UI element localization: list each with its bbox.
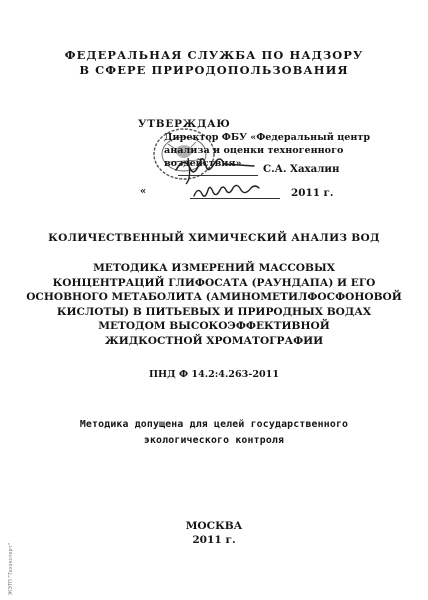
document-code: ПНД Ф 14.2:4.263-2011 xyxy=(148,369,280,380)
handwritten-date-icon xyxy=(188,180,283,204)
watermark-text: ЖЭТП "Техэксперт" xyxy=(8,543,14,595)
agency-name xyxy=(0,48,428,78)
watermark xyxy=(6,540,14,598)
publication-year: 2011 г. xyxy=(192,534,236,546)
method-title-line-5: МЕТОДОМ ВЫСОКОЭФФЕКТИВНОЙ xyxy=(98,320,330,332)
method-title-line-6: ЖИДКОСТНОЙ ХРОМАТОГРАФИИ xyxy=(104,334,324,347)
signature-line xyxy=(178,175,258,176)
admission-note xyxy=(0,417,428,449)
document-heading: КОЛИЧЕСТВЕННЫЙ ХИМИЧЕСКИЙ АНАЛИЗ ВОД xyxy=(48,232,380,244)
date-open-quote: « xyxy=(140,186,147,197)
signer-name: С.А. Хахалин xyxy=(263,163,340,175)
admission-line-2: экологического контроля xyxy=(143,435,285,446)
approval-position-line-2: анализа и оценки техногенного xyxy=(164,145,344,156)
approval-year: 2011 г. xyxy=(291,187,334,199)
publication-place xyxy=(0,519,428,547)
method-title-line-2: КОНЦЕНТРАЦИЙ ГЛИФОСАТА (РАУНДАПА) И ЕГО xyxy=(52,276,376,289)
method-title-line-3: ОСНОВНОГО МЕТАБОЛИТА (АМИНОМЕТИЛФОСФОНОВОЙ xyxy=(26,291,402,303)
agency-line-2: В СФЕРЕ ПРИРОДОПОЛЬЗОВАНИЯ xyxy=(79,63,349,77)
admission-line-1: Методика допущена для целей государственного xyxy=(79,419,349,430)
approval-position-line-1: Директор ФБУ «Федеральный центр xyxy=(164,132,371,143)
date-line xyxy=(190,198,280,199)
approval-title: УТВЕРЖДАЮ xyxy=(138,118,231,130)
city-name: МОСКВА xyxy=(185,520,243,532)
method-title-line-4: КИСЛОТЫ) В ПИТЬЕВЫХ И ПРИРОДНЫХ ВОДАХ xyxy=(56,305,372,318)
approval-position-line-3: воздействия» xyxy=(164,158,242,169)
agency-line-1: ФЕДЕРАЛЬНАЯ СЛУЖБА ПО НАДЗОРУ xyxy=(64,48,364,62)
method-title xyxy=(0,261,428,348)
method-title-line-1: МЕТОДИКА ИЗМЕРЕНИЙ МАССОВЫХ xyxy=(93,262,335,274)
